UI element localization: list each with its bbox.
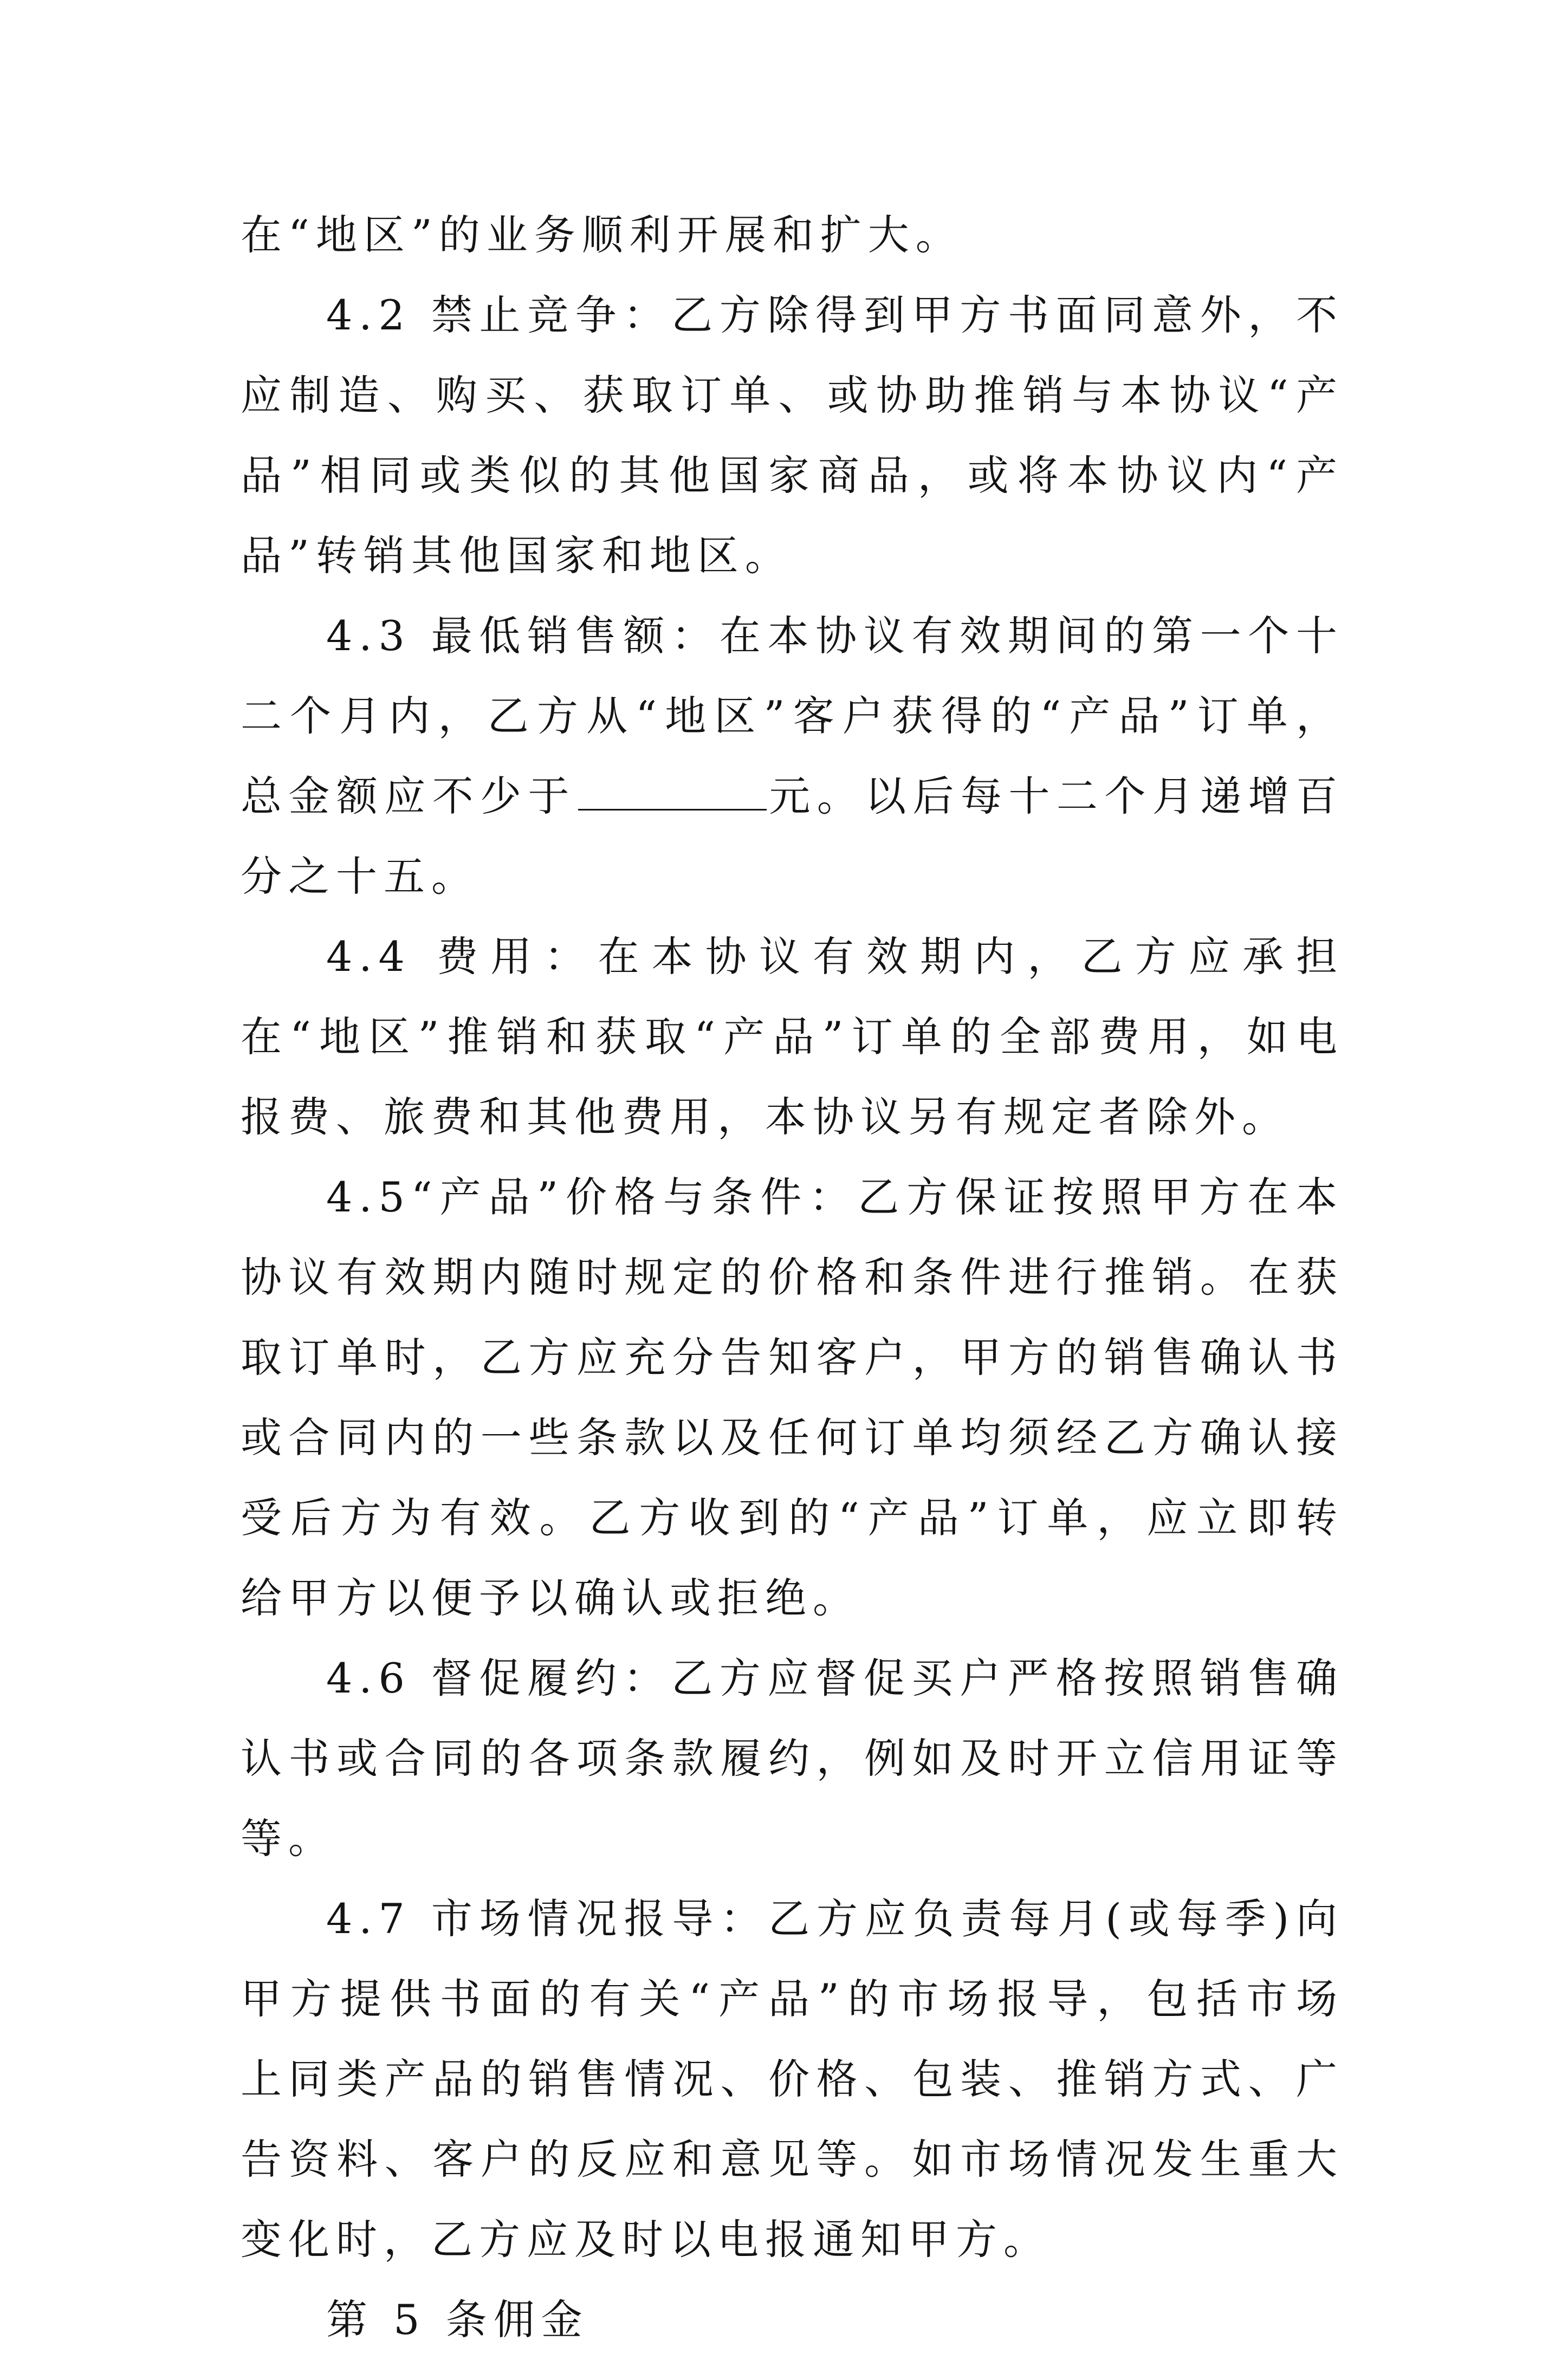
paragraph-4-6-performance: 4.6 督促履约：乙方应督促买户严格按照销售确认书或合同的各项条款履约，例如及时开立信用证等等。 bbox=[241, 1654, 1344, 1863]
amount-blank-line bbox=[578, 776, 767, 811]
paragraph-continuation: 在“地区”的业务顺利开展和扩大。 bbox=[241, 211, 963, 259]
article-5-heading: 第 5 条佣金 bbox=[326, 2296, 589, 2344]
paragraph-4-3-minimum-sales bbox=[241, 596, 1344, 917]
document-page bbox=[241, 195, 1344, 2360]
paragraph-4-4-expenses: 4.4 费用：在本协议有效期内，乙方应承担在“地区”推销和获取“产品”订单的全部费用，如电报费、旅费和其他费用，本协议另有规定者除外。 bbox=[241, 932, 1344, 1141]
paragraph-4-2-non-competition: 4.2 禁止竞争：乙方除得到甲方书面同意外，不应制造、购买、获取订单、或协助推销与本协议“产品”相同或类似的其他国家商品，或将本协议内“产品”转销其他国家和地区。 bbox=[241, 291, 1344, 580]
minimum-sales-text-before: 4.3 最低销售额：在本协议有效期间的第一个十二个月内，乙方从“地区”客户获得的“产品”订单，总金额应不少于 bbox=[241, 612, 1344, 820]
paragraph-4-7-market-report: 4.7 市场情况报导：乙方应负责每月(或每季)向甲方提供书面的有关“产品”的市场报导，包括市场上同类产品的销售情况、价格、包装、推销方式、广告资料、客户的反应和意见等。如市场情况发生重大变化时，乙方应及时以电报通知甲方。 bbox=[241, 1895, 1344, 2264]
paragraph-4-5-price-and-terms: 4.5“产品”价格与条件：乙方保证按照甲方在本协议有效期内随时规定的价格和条件进行推销。在获取订单时，乙方应充分告知客户，甲方的销售确认书或合同内的一些条款以及任何订单均须经乙方确认接受后方为有效。乙方收到的“产品”订单，应立即转给甲方以便予以确认或拒绝。 bbox=[241, 1173, 1344, 1622]
minimum-sales-text-after: 元。以后每十二个月递增百分之十五。 bbox=[241, 772, 1344, 900]
